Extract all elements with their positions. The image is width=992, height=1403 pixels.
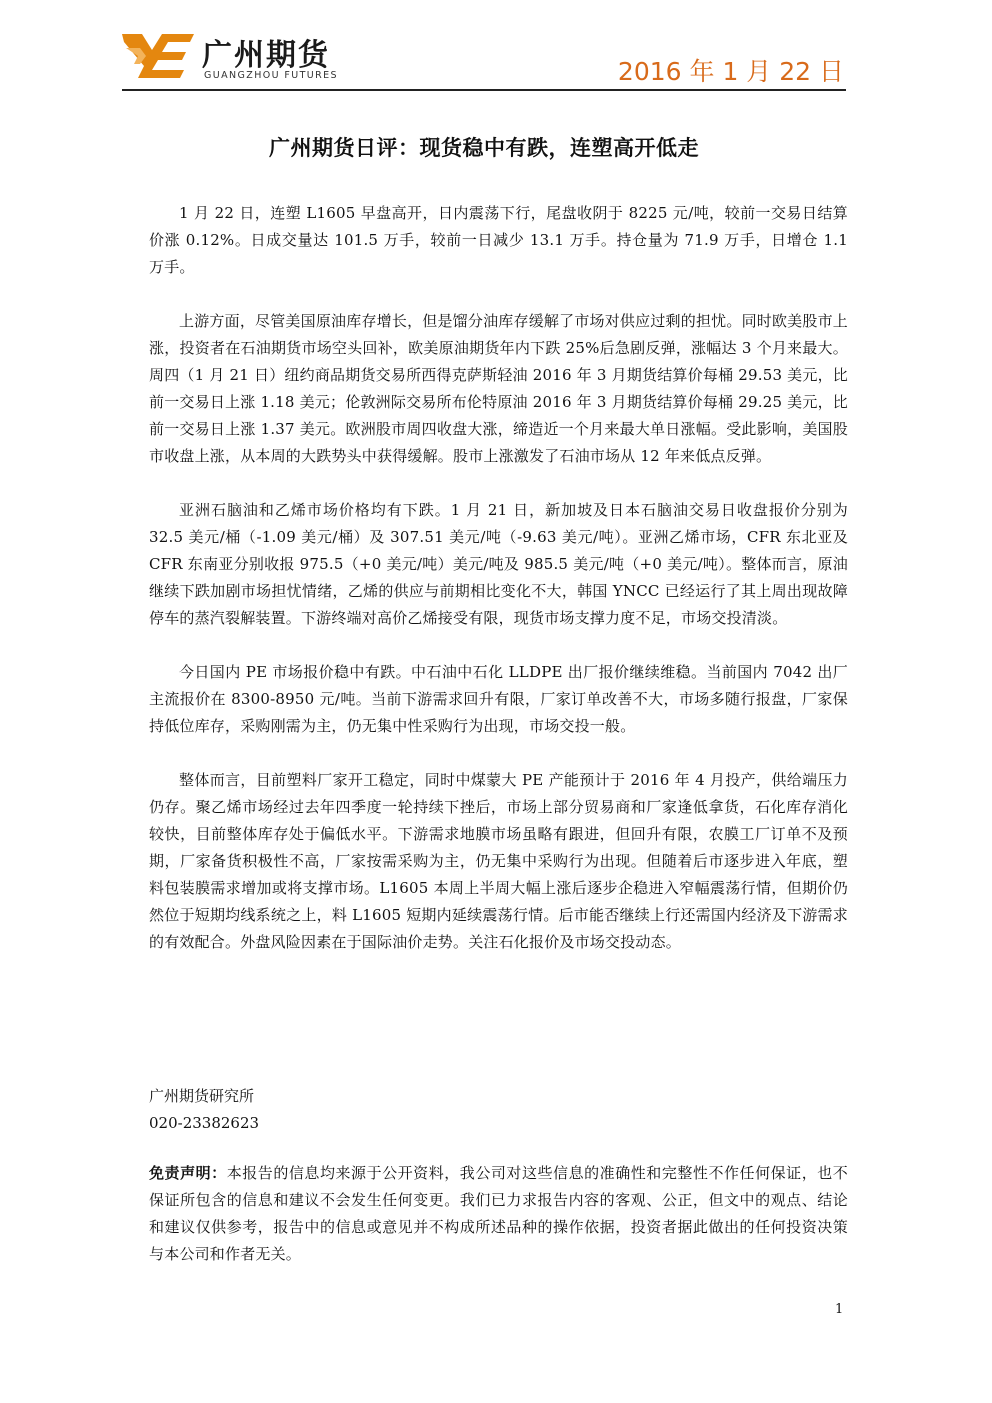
paragraph: 上游方面，尽管美国原油库存增长，但是馏分油库存缓解了市场对供应过剩的担忧。同时欧美股市上涨，投资者在石油期货市场空头回补，欧美原油期货年内下跌 25%后急剧反弹，涨幅达 3 个月来最大。周四（1 月 21 日）纽约商品期货交易所西得克萨斯轻油 2016 年 3 月期货结算价每桶 29.53 美元，比前一交易日上涨 1.18 美元；伦敦洲际交易所布伦特原油 2016 年 3 月期货结算价每桶 29.25 美元，比前一交易日上涨 1.37 美元。欧洲股市周四收盘大涨，缔造近一个月来最大单日涨幅。受此影响，美国股市收盘上涨，从本周的大跌势头中获得缓解。股市上涨激发了石油市场从 12 年来低点反弹。 bbox=[149, 312, 848, 465]
disclaimer bbox=[149, 1160, 848, 1268]
paragraph: 亚洲石脑油和乙烯市场价格均有下跌。1 月 21 日，新加坡及日本石脑油交易日收盘报价分别为 32.5 美元/桶（-1.09 美元/桶）及 307.51 美元/吨（-9.63 美元/吨）。亚洲乙烯市场，CFR 东北亚及 CFR 东南亚分别收报 975.5（+0 美元/吨）美元/吨及 985.5 美元/吨（+0 美元/吨）。整体而言，原油继续下跌加剧市场担忧情绪，乙烯的供应与前期相比变化不大，韩国 YNCC 已经运行了其上周出现故障停车的蒸汽裂解装置。下游终端对高价乙烯接受有限，现货市场支撑力度不足，市场交投清淡。 bbox=[149, 501, 848, 627]
header-divider bbox=[122, 89, 846, 91]
paragraph: 1 月 22 日，连塑 L1605 早盘高开，日内震荡下行，尾盘收阴于 8225 元/吨，较前一交易日结算价涨 0.12%。日成交量达 101.5 万手，较前一日减少 13.1 万手。持仓量为 71.9 万手，日增仓 1.1 万手。 bbox=[149, 204, 848, 276]
research-institute-name: 广州期货研究所 bbox=[149, 1087, 255, 1105]
report-title: 广州期货日评：现货稳中有跌，连塑高开低走 bbox=[269, 136, 699, 160]
company-logo bbox=[122, 32, 452, 84]
logo-chinese-name: 广州期货 bbox=[202, 38, 330, 73]
logo-english-name: GUANGZHOU FUTURES bbox=[204, 70, 338, 81]
report-body bbox=[149, 200, 848, 983]
paragraph: 整体而言，目前塑料厂家开工稳定，同时中煤蒙大 PE 产能预计于 2016 年 4 月投产，供给端压力仍存。聚乙烯市场经过去年四季度一轮持续下挫后，市场上部分贸易商和厂家逢低拿货，石化库存消化较快，目前整体库存处于偏低水平。下游需求地膜市场虽略有跟进，但回升有限，农膜工厂订单不及预期，厂家备货积极性不高，厂家按需采购为主，仍无集中采购行为出现。但随着后市逐步进入年底，塑料包装膜需求增加或将支撑市场。L1605 本周上半周大幅上涨后逐步企稳进入窄幅震荡行情，但期价仍然位于短期均线系统之上，料 L1605 短期内延续震荡行情。后市能否继续上行还需国内经济及下游需求的有效配合。外盘风险因素在于国际油价走势。关注石化报价及市场交投动态。 bbox=[149, 771, 848, 951]
contact-phone: 020-23382623 bbox=[149, 1114, 260, 1132]
disclaimer-label: 免责声明： bbox=[149, 1164, 227, 1182]
page-number: 1 bbox=[835, 1302, 844, 1317]
gf-logo-icon bbox=[122, 32, 196, 78]
page-header bbox=[122, 28, 846, 90]
contact-block bbox=[149, 1083, 259, 1137]
paragraph: 今日国内 PE 市场报价稳中有跌。中石油中石化 LLDPE 出厂报价继续维稳。当前国内 7042 出厂主流报价在 8300-8950 元/吨。当前下游需求回升有限，厂家订单改善不大，市场多随行报盘，厂家保持低位库存，采购刚需为主，仍无集中性采购行为出现，市场交投一般。 bbox=[149, 663, 848, 735]
disclaimer-text: 本报告的信息均来源于公开资料，我公司对这些信息的准确性和完整性不作任何保证，也不保证所包含的信息和建议不会发生任何变更。我们已力求报告内容的客观、公正，但文中的观点、结论和建议仅供参考，报告中的信息或意见并不构成所述品种的操作依据，投资者据此做出的任何投资决策与本公司和作者无关。 bbox=[149, 1164, 848, 1263]
report-date: 2016 年 1 月 22 日 bbox=[617, 57, 844, 86]
